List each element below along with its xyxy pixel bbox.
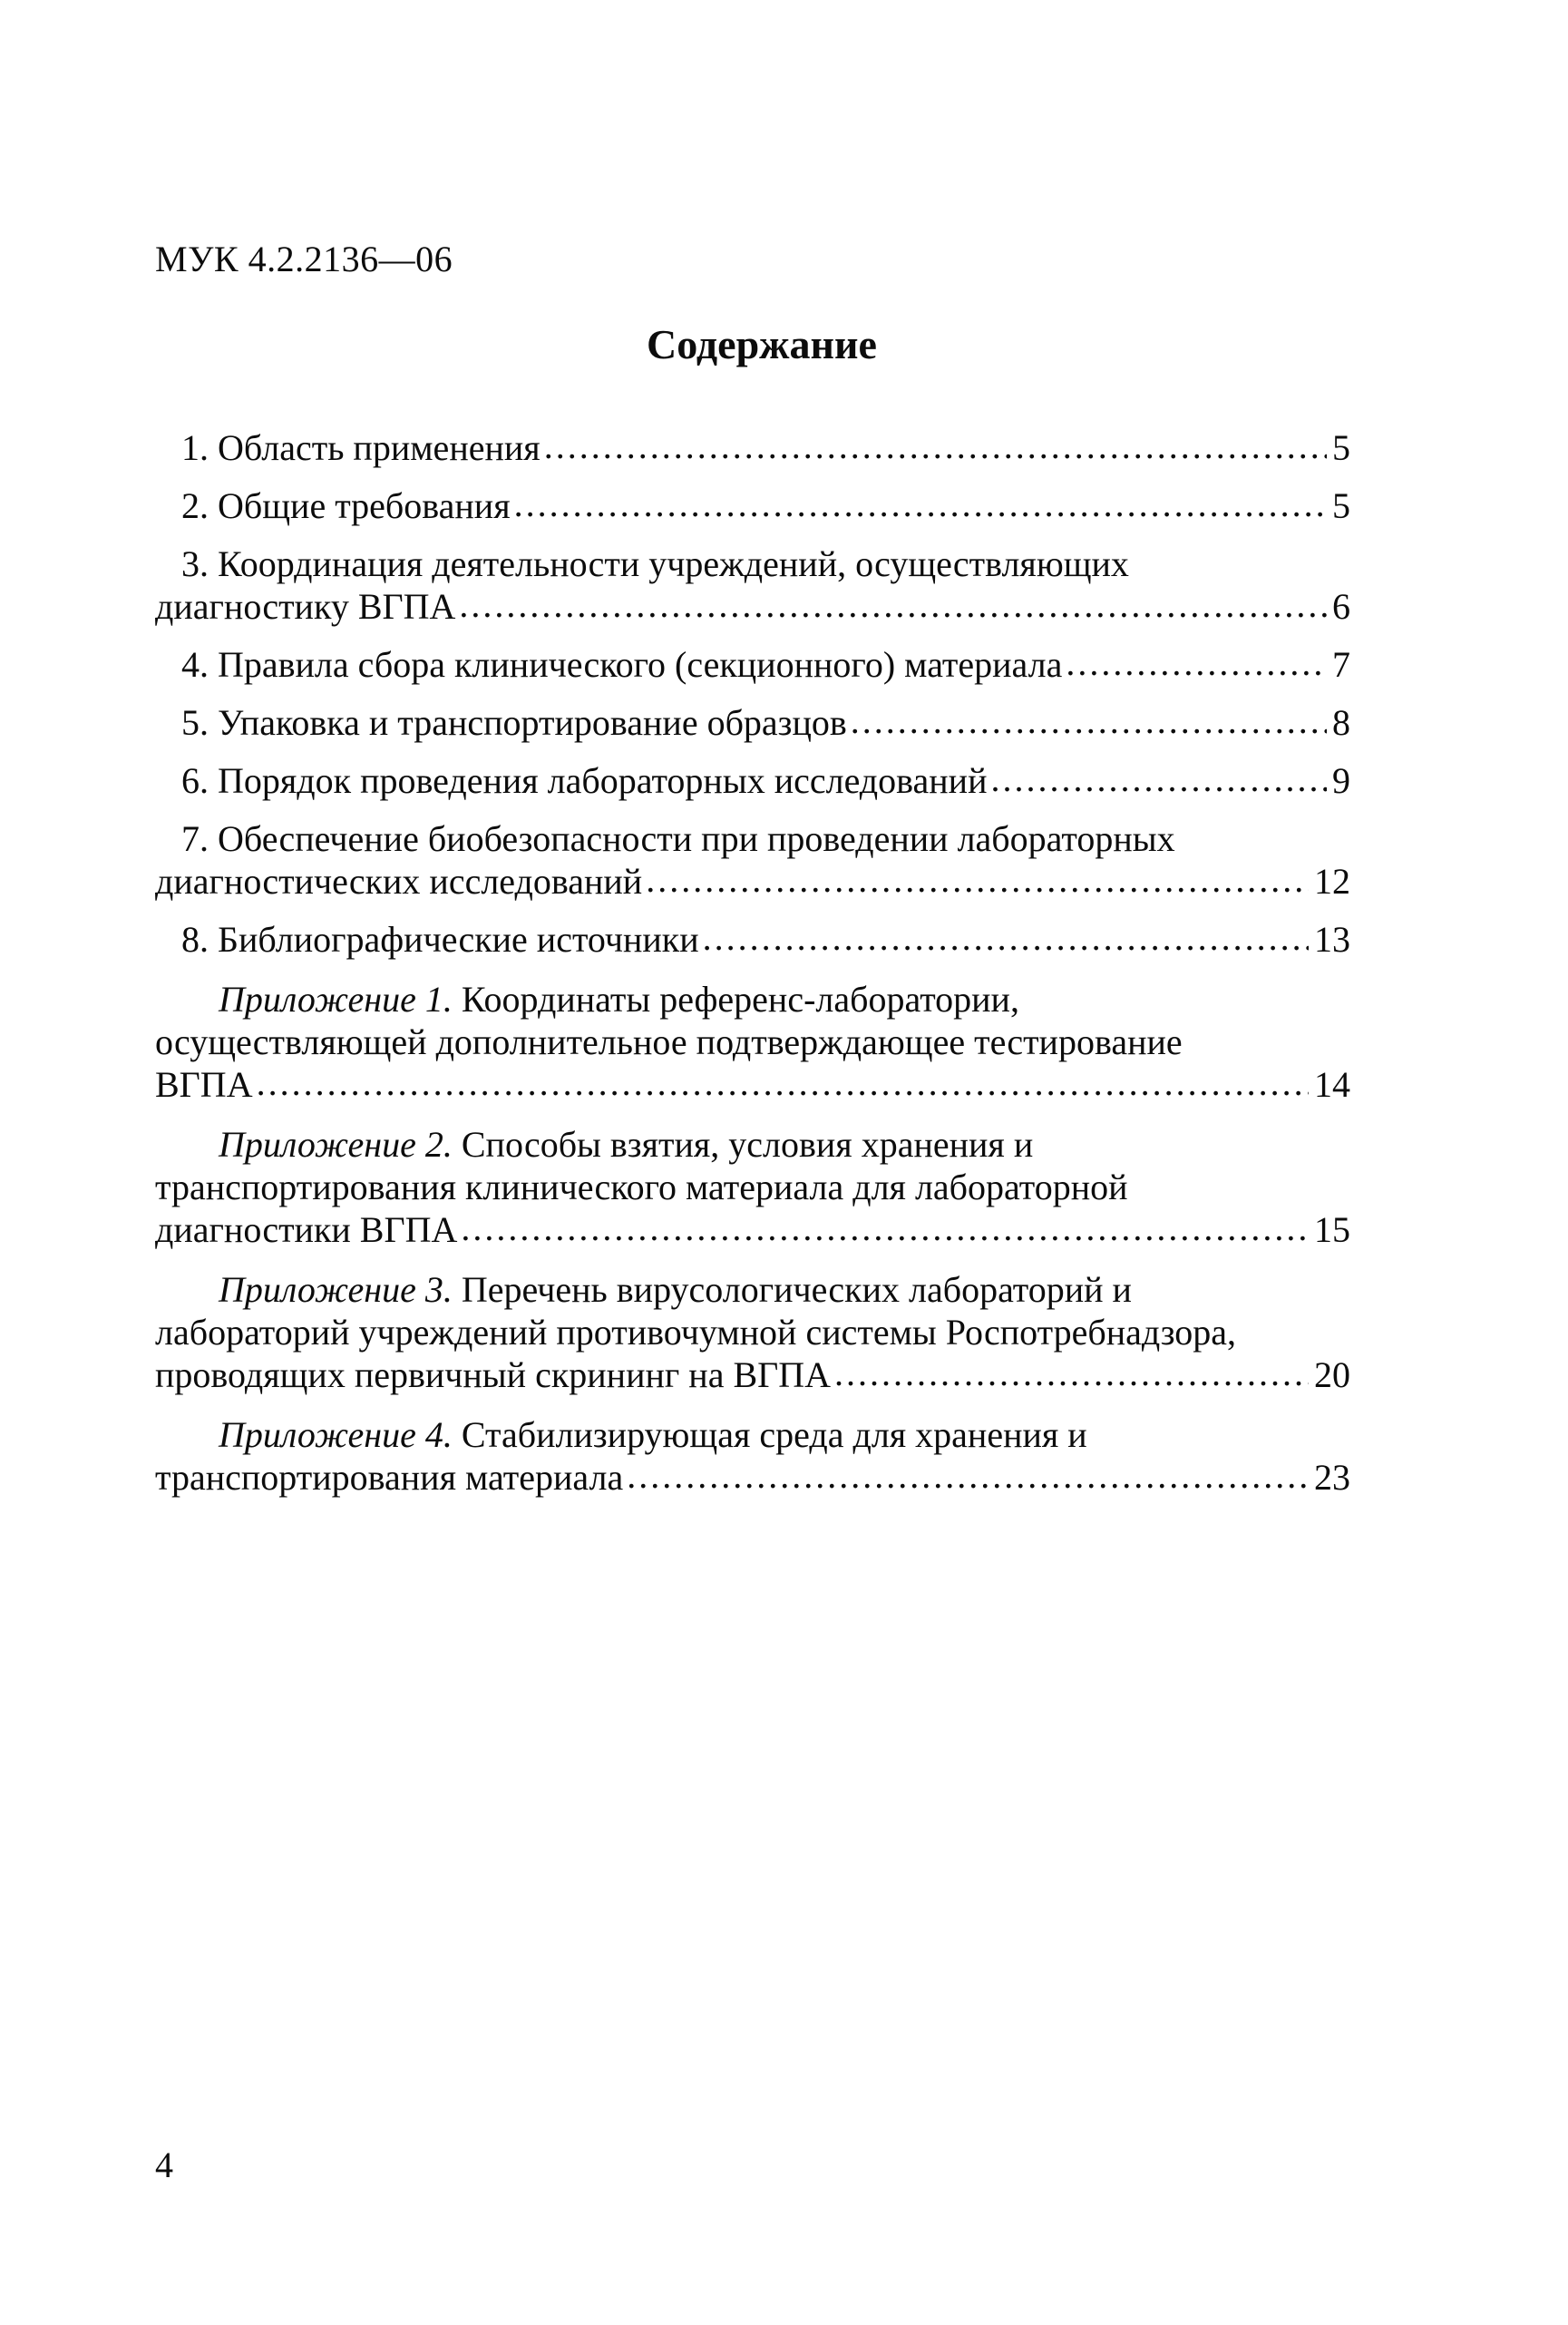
- toc-appendix-4[interactable]: [155, 1413, 1350, 1499]
- dot-leader: [990, 757, 1327, 800]
- appendix-label: Приложение 2.: [219, 1124, 453, 1165]
- toc-entry-line: [155, 643, 1350, 686]
- document-code: МУК 4.2.2136—06: [155, 239, 453, 279]
- toc-appendix-3[interactable]: [155, 1268, 1350, 1396]
- appendix-label: Приложение 1.: [219, 979, 453, 1020]
- toc-page-ref: 7: [1332, 644, 1350, 685]
- toc-page-ref: 23: [1314, 1457, 1350, 1498]
- toc-entry-line: [155, 484, 1350, 527]
- toc-page-ref: 20: [1314, 1354, 1350, 1395]
- appendix-title-continued: диагностики ВГПА: [155, 1209, 458, 1250]
- toc-entry-5[interactable]: [155, 701, 1350, 744]
- appendix-title-continued: транспортирования материала: [155, 1457, 624, 1498]
- toc-page-ref: 12: [1314, 861, 1350, 902]
- toc-entry-title: 6. Порядок проведения лабораторных исследований: [181, 760, 988, 801]
- dot-leader: [461, 1206, 1309, 1249]
- toc-entry-line: [155, 918, 1350, 961]
- toc-appendix-2[interactable]: [155, 1123, 1350, 1251]
- toc-entry-line: [155, 1413, 1350, 1456]
- appendix-title: Координаты референс-лаборатории,: [461, 979, 1019, 1020]
- toc-entry-line: [155, 1063, 1350, 1106]
- appendix-title: Перечень вирусологических лабораторий и: [461, 1269, 1132, 1310]
- appendix-title: Стабилизирующая среда для хранения и: [461, 1414, 1087, 1455]
- toc-entry-line: осуществляющей дополнительное подтверждающее тестирование: [155, 1021, 1183, 1062]
- toc-entry-line: [155, 701, 1350, 744]
- toc-entry-title-continued: диагностику ВГПА: [155, 586, 456, 627]
- toc-entry-line: [155, 1353, 1350, 1396]
- page-title: Содержание: [647, 321, 877, 367]
- toc-entry-title-continued: диагностических исследований: [155, 861, 643, 902]
- toc-entry-7[interactable]: [155, 817, 1350, 903]
- dot-leader: [646, 858, 1309, 901]
- appendix-label: Приложение 3.: [219, 1269, 453, 1310]
- toc-entry-line: [155, 426, 1350, 469]
- appendix-title-continued: проводящих первичный скрининг на ВГПА: [155, 1354, 832, 1395]
- toc-entry-title: 8. Библиографические источники: [181, 919, 699, 960]
- dot-leader: [627, 1454, 1309, 1497]
- toc-page-ref: 13: [1314, 919, 1350, 960]
- toc-entry-line: 3. Координация деятельности учреждений, осуществляющих: [181, 543, 1129, 584]
- appendix-title-continued: ВГПА: [155, 1064, 253, 1105]
- page-number: 4: [155, 2144, 173, 2185]
- toc-entry-8[interactable]: [155, 918, 1350, 961]
- toc-entry-2[interactable]: [155, 484, 1350, 527]
- toc-entry-6[interactable]: [155, 759, 1350, 802]
- dot-leader: [703, 916, 1309, 959]
- appendix-title: Способы взятия, условия хранения и: [461, 1124, 1034, 1165]
- dot-leader: [834, 1352, 1309, 1394]
- dot-leader: [257, 1061, 1309, 1104]
- toc-page-ref: 14: [1314, 1064, 1350, 1105]
- toc-entry-line: лабораторий учреждений противочумной системы Роспотребнадзора,: [155, 1312, 1237, 1353]
- toc-entry-title: 4. Правила сбора клинического (секционного) материала: [181, 644, 1063, 685]
- toc-page-ref: 6: [1332, 586, 1350, 627]
- toc-entry-line: [155, 1268, 1350, 1311]
- toc-page-ref: 5: [1332, 427, 1350, 468]
- toc-entry-line: [155, 860, 1350, 903]
- appendix-label: Приложение 4.: [219, 1414, 453, 1455]
- table-of-contents: [155, 426, 1350, 1499]
- toc-appendix-1[interactable]: [155, 978, 1350, 1106]
- dot-leader: [459, 583, 1327, 626]
- toc-entry-1[interactable]: [155, 426, 1350, 469]
- toc-page-ref: 5: [1332, 485, 1350, 526]
- toc-entry-line: [155, 585, 1350, 628]
- toc-entry-title: 1. Область применения: [181, 427, 541, 468]
- dot-leader: [544, 425, 1327, 467]
- dot-leader: [514, 483, 1327, 525]
- toc-entry-line: [155, 978, 1350, 1021]
- toc-entry-line: транспортирования клинического материала для лабораторной: [155, 1167, 1128, 1207]
- toc-entry-line: [155, 1208, 1350, 1251]
- toc-page-ref: 8: [1332, 702, 1350, 743]
- dot-leader: [1066, 641, 1327, 684]
- dot-leader: [851, 699, 1327, 742]
- toc-entry-3[interactable]: [155, 542, 1350, 628]
- toc-entry-line: [155, 1123, 1350, 1166]
- toc-entry-4[interactable]: [155, 643, 1350, 686]
- toc-entry-line: [155, 759, 1350, 802]
- toc-entry-line: [155, 1456, 1350, 1499]
- toc-page-ref: 15: [1314, 1209, 1350, 1250]
- toc-entry-title: 2. Общие требования: [181, 485, 511, 526]
- toc-entry-title: 5. Упаковка и транспортирование образцов: [181, 702, 847, 743]
- toc-entry-line: 7. Обеспечение биобезопасности при проведении лабораторных: [181, 818, 1175, 859]
- toc-page-ref: 9: [1332, 760, 1350, 801]
